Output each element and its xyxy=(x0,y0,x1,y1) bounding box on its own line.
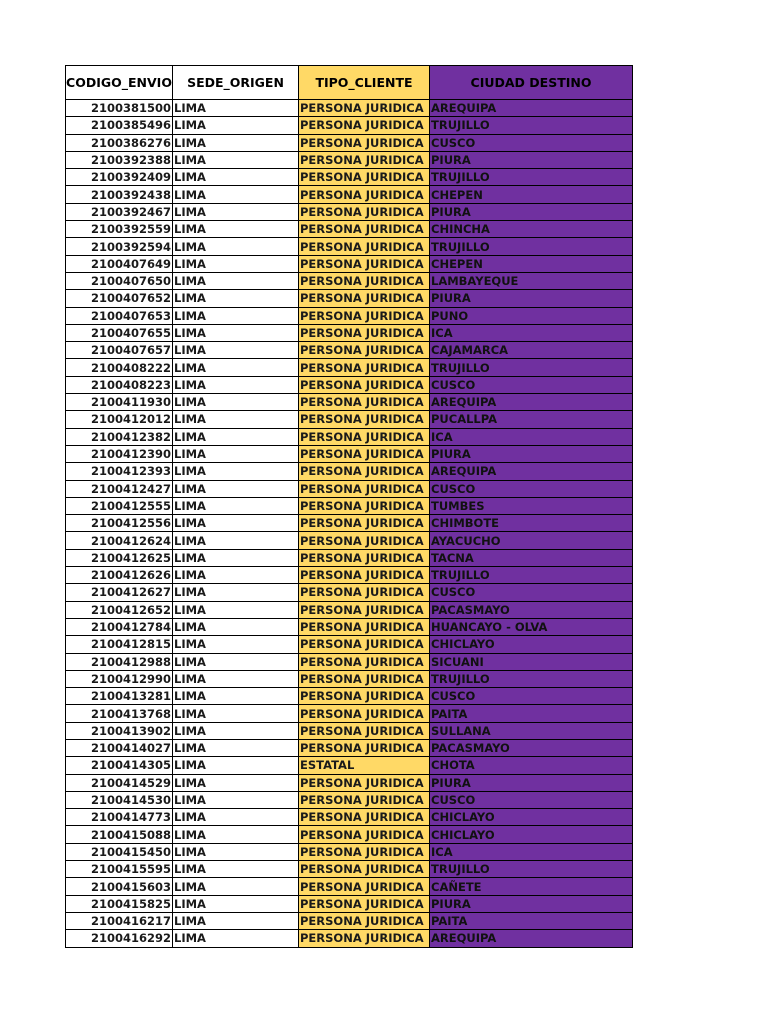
cell-ciudad-destino: PIURA xyxy=(430,774,633,791)
cell-sede-origen: LIMA xyxy=(173,497,299,514)
cell-sede-origen: LIMA xyxy=(173,567,299,584)
cell-tipo-cliente: PERSONA JURIDICA xyxy=(299,618,430,635)
cell-sede-origen: LIMA xyxy=(173,549,299,566)
cell-codigo-envio: 2100414529 xyxy=(66,774,173,791)
table-row xyxy=(66,636,633,653)
cell-ciudad-destino: AYACUCHO xyxy=(430,532,633,549)
table-row xyxy=(66,238,633,255)
cell-codigo-envio: 2100407655 xyxy=(66,324,173,341)
cell-codigo-envio: 2100415595 xyxy=(66,861,173,878)
cell-tipo-cliente: PERSONA JURIDICA xyxy=(299,117,430,134)
cell-ciudad-destino: PAITA xyxy=(430,705,633,722)
cell-ciudad-destino: CHICLAYO xyxy=(430,636,633,653)
cell-tipo-cliente: PERSONA JURIDICA xyxy=(299,826,430,843)
cell-codigo-envio: 2100412427 xyxy=(66,480,173,497)
cell-ciudad-destino: PACASMAYO xyxy=(430,739,633,756)
cell-tipo-cliente: PERSONA JURIDICA xyxy=(299,134,430,151)
cell-codigo-envio: 2100412555 xyxy=(66,497,173,514)
table-row xyxy=(66,151,633,168)
cell-tipo-cliente: PERSONA JURIDICA xyxy=(299,463,430,480)
cell-codigo-envio: 2100413768 xyxy=(66,705,173,722)
cell-codigo-envio: 2100392388 xyxy=(66,151,173,168)
cell-ciudad-destino: CUSCO xyxy=(430,480,633,497)
table-row xyxy=(66,791,633,808)
cell-tipo-cliente: PERSONA JURIDICA xyxy=(299,394,430,411)
cell-sede-origen: LIMA xyxy=(173,117,299,134)
cell-sede-origen: LIMA xyxy=(173,861,299,878)
cell-ciudad-destino: TRUJILLO xyxy=(430,567,633,584)
table-row xyxy=(66,100,633,117)
cell-ciudad-destino: LAMBAYEQUE xyxy=(430,272,633,289)
cell-codigo-envio: 2100414530 xyxy=(66,791,173,808)
table-row xyxy=(66,376,633,393)
cell-sede-origen: LIMA xyxy=(173,930,299,947)
cell-sede-origen: LIMA xyxy=(173,809,299,826)
cell-ciudad-destino: PUCALLPA xyxy=(430,411,633,428)
cell-tipo-cliente: PERSONA JURIDICA xyxy=(299,895,430,912)
cell-sede-origen: LIMA xyxy=(173,722,299,739)
cell-ciudad-destino: CUSCO xyxy=(430,791,633,808)
cell-tipo-cliente: PERSONA JURIDICA xyxy=(299,359,430,376)
cell-tipo-cliente: PERSONA JURIDICA xyxy=(299,428,430,445)
table-row xyxy=(66,117,633,134)
cell-tipo-cliente: PERSONA JURIDICA xyxy=(299,342,430,359)
cell-ciudad-destino: CUSCO xyxy=(430,134,633,151)
cell-sede-origen: LIMA xyxy=(173,221,299,238)
cell-sede-origen: LIMA xyxy=(173,688,299,705)
cell-tipo-cliente: PERSONA JURIDICA xyxy=(299,861,430,878)
shipments-table xyxy=(65,65,633,948)
cell-codigo-envio: 2100412624 xyxy=(66,532,173,549)
table-body xyxy=(66,100,633,948)
cell-sede-origen: LIMA xyxy=(173,238,299,255)
cell-codigo-envio: 2100412652 xyxy=(66,601,173,618)
cell-ciudad-destino: SULLANA xyxy=(430,722,633,739)
cell-codigo-envio: 2100412990 xyxy=(66,670,173,687)
cell-sede-origen: LIMA xyxy=(173,636,299,653)
cell-sede-origen: LIMA xyxy=(173,151,299,168)
table-row xyxy=(66,618,633,635)
table-row xyxy=(66,272,633,289)
cell-tipo-cliente: PERSONA JURIDICA xyxy=(299,809,430,826)
cell-sede-origen: LIMA xyxy=(173,670,299,687)
cell-sede-origen: LIMA xyxy=(173,532,299,549)
cell-ciudad-destino: PIURA xyxy=(430,151,633,168)
cell-ciudad-destino: ICA xyxy=(430,324,633,341)
cell-ciudad-destino: CHINCHA xyxy=(430,221,633,238)
cell-tipo-cliente: PERSONA JURIDICA xyxy=(299,653,430,670)
table-row xyxy=(66,307,633,324)
cell-ciudad-destino: ICA xyxy=(430,843,633,860)
cell-ciudad-destino: CUSCO xyxy=(430,376,633,393)
cell-tipo-cliente: PERSONA JURIDICA xyxy=(299,203,430,220)
cell-sede-origen: LIMA xyxy=(173,307,299,324)
cell-codigo-envio: 2100412390 xyxy=(66,445,173,462)
cell-codigo-envio: 2100407649 xyxy=(66,255,173,272)
cell-tipo-cliente: PERSONA JURIDICA xyxy=(299,601,430,618)
cell-ciudad-destino: PIURA xyxy=(430,445,633,462)
cell-sede-origen: LIMA xyxy=(173,826,299,843)
cell-codigo-envio: 2100415088 xyxy=(66,826,173,843)
cell-sede-origen: LIMA xyxy=(173,515,299,532)
cell-tipo-cliente: PERSONA JURIDICA xyxy=(299,843,430,860)
header-sede-origen: SEDE_ORIGEN xyxy=(173,66,299,100)
cell-sede-origen: LIMA xyxy=(173,584,299,601)
cell-codigo-envio: 2100392409 xyxy=(66,169,173,186)
cell-codigo-envio: 2100408223 xyxy=(66,376,173,393)
cell-ciudad-destino: AREQUIPA xyxy=(430,463,633,480)
cell-tipo-cliente: PERSONA JURIDICA xyxy=(299,532,430,549)
cell-sede-origen: LIMA xyxy=(173,601,299,618)
table-header xyxy=(66,66,633,100)
cell-tipo-cliente: PERSONA JURIDICA xyxy=(299,324,430,341)
cell-tipo-cliente: PERSONA JURIDICA xyxy=(299,739,430,756)
table-row xyxy=(66,134,633,151)
cell-sede-origen: LIMA xyxy=(173,757,299,774)
cell-ciudad-destino: TRUJILLO xyxy=(430,861,633,878)
table-row xyxy=(66,809,633,826)
cell-ciudad-destino: CHICLAYO xyxy=(430,809,633,826)
cell-codigo-envio: 2100407650 xyxy=(66,272,173,289)
cell-sede-origen: LIMA xyxy=(173,394,299,411)
cell-tipo-cliente: PERSONA JURIDICA xyxy=(299,255,430,272)
table-row xyxy=(66,878,633,895)
cell-sede-origen: LIMA xyxy=(173,463,299,480)
table-row xyxy=(66,757,633,774)
cell-codigo-envio: 2100412815 xyxy=(66,636,173,653)
cell-tipo-cliente: PERSONA JURIDICA xyxy=(299,411,430,428)
table-row xyxy=(66,359,633,376)
cell-ciudad-destino: TRUJILLO xyxy=(430,670,633,687)
cell-codigo-envio: 2100381500 xyxy=(66,100,173,117)
cell-codigo-envio: 2100392594 xyxy=(66,238,173,255)
cell-sede-origen: LIMA xyxy=(173,428,299,445)
cell-sede-origen: LIMA xyxy=(173,895,299,912)
table-row xyxy=(66,861,633,878)
cell-tipo-cliente: PERSONA JURIDICA xyxy=(299,238,430,255)
cell-tipo-cliente: PERSONA JURIDICA xyxy=(299,221,430,238)
table-row xyxy=(66,480,633,497)
cell-sede-origen: LIMA xyxy=(173,100,299,117)
cell-tipo-cliente: PERSONA JURIDICA xyxy=(299,497,430,514)
cell-ciudad-destino: CHIMBOTE xyxy=(430,515,633,532)
cell-codigo-envio: 2100415603 xyxy=(66,878,173,895)
table-row xyxy=(66,739,633,756)
cell-sede-origen: LIMA xyxy=(173,376,299,393)
cell-codigo-envio: 2100385496 xyxy=(66,117,173,134)
cell-ciudad-destino: AREQUIPA xyxy=(430,930,633,947)
cell-sede-origen: LIMA xyxy=(173,445,299,462)
cell-ciudad-destino: ICA xyxy=(430,428,633,445)
cell-ciudad-destino: TRUJILLO xyxy=(430,238,633,255)
cell-codigo-envio: 2100416217 xyxy=(66,912,173,929)
cell-codigo-envio: 2100412556 xyxy=(66,515,173,532)
table-row xyxy=(66,290,633,307)
cell-sede-origen: LIMA xyxy=(173,134,299,151)
cell-ciudad-destino: TRUJILLO xyxy=(430,117,633,134)
cell-sede-origen: LIMA xyxy=(173,186,299,203)
cell-tipo-cliente: PERSONA JURIDICA xyxy=(299,445,430,462)
table-row xyxy=(66,255,633,272)
table-row xyxy=(66,169,633,186)
cell-codigo-envio: 2100412988 xyxy=(66,653,173,670)
cell-codigo-envio: 2100414773 xyxy=(66,809,173,826)
table-row xyxy=(66,342,633,359)
cell-ciudad-destino: PAITA xyxy=(430,912,633,929)
cell-codigo-envio: 2100412382 xyxy=(66,428,173,445)
table-row xyxy=(66,497,633,514)
table-row xyxy=(66,186,633,203)
cell-tipo-cliente: PERSONA JURIDICA xyxy=(299,515,430,532)
cell-sede-origen: LIMA xyxy=(173,411,299,428)
cell-sede-origen: LIMA xyxy=(173,912,299,929)
cell-codigo-envio: 2100412393 xyxy=(66,463,173,480)
cell-sede-origen: LIMA xyxy=(173,739,299,756)
cell-codigo-envio: 2100412784 xyxy=(66,618,173,635)
cell-tipo-cliente: PERSONA JURIDICA xyxy=(299,169,430,186)
cell-tipo-cliente: PERSONA JURIDICA xyxy=(299,636,430,653)
cell-ciudad-destino: CHOTA xyxy=(430,757,633,774)
cell-sede-origen: LIMA xyxy=(173,255,299,272)
cell-ciudad-destino: TRUJILLO xyxy=(430,169,633,186)
cell-ciudad-destino: HUANCAYO - OLVA xyxy=(430,618,633,635)
cell-sede-origen: LIMA xyxy=(173,359,299,376)
cell-codigo-envio: 2100412625 xyxy=(66,549,173,566)
cell-ciudad-destino: CHICLAYO xyxy=(430,826,633,843)
cell-tipo-cliente: PERSONA JURIDICA xyxy=(299,791,430,808)
cell-codigo-envio: 2100413902 xyxy=(66,722,173,739)
cell-codigo-envio: 2100415450 xyxy=(66,843,173,860)
table-row xyxy=(66,705,633,722)
cell-ciudad-destino: PIURA xyxy=(430,895,633,912)
cell-codigo-envio: 2100414027 xyxy=(66,739,173,756)
cell-sede-origen: LIMA xyxy=(173,878,299,895)
cell-sede-origen: LIMA xyxy=(173,272,299,289)
cell-sede-origen: LIMA xyxy=(173,774,299,791)
cell-tipo-cliente: PERSONA JURIDICA xyxy=(299,722,430,739)
cell-sede-origen: LIMA xyxy=(173,480,299,497)
cell-tipo-cliente: PERSONA JURIDICA xyxy=(299,549,430,566)
header-codigo-envio: CODIGO_ENVIO xyxy=(66,66,173,100)
cell-tipo-cliente: PERSONA JURIDICA xyxy=(299,307,430,324)
table-row xyxy=(66,601,633,618)
cell-ciudad-destino: TUMBES xyxy=(430,497,633,514)
table-row xyxy=(66,653,633,670)
cell-ciudad-destino: TRUJILLO xyxy=(430,359,633,376)
cell-ciudad-destino: PIURA xyxy=(430,203,633,220)
cell-tipo-cliente: PERSONA JURIDICA xyxy=(299,100,430,117)
table-row xyxy=(66,532,633,549)
cell-codigo-envio: 2100408222 xyxy=(66,359,173,376)
table-row xyxy=(66,826,633,843)
cell-sede-origen: LIMA xyxy=(173,342,299,359)
cell-tipo-cliente: PERSONA JURIDICA xyxy=(299,912,430,929)
table-row xyxy=(66,774,633,791)
table-row xyxy=(66,221,633,238)
table-row xyxy=(66,549,633,566)
cell-tipo-cliente: PERSONA JURIDICA xyxy=(299,774,430,791)
cell-codigo-envio: 2100392467 xyxy=(66,203,173,220)
cell-ciudad-destino: PIURA xyxy=(430,290,633,307)
cell-ciudad-destino: CAÑETE xyxy=(430,878,633,895)
cell-tipo-cliente: PERSONA JURIDICA xyxy=(299,376,430,393)
cell-sede-origen: LIMA xyxy=(173,653,299,670)
cell-sede-origen: LIMA xyxy=(173,290,299,307)
cell-tipo-cliente: PERSONA JURIDICA xyxy=(299,290,430,307)
cell-sede-origen: LIMA xyxy=(173,169,299,186)
cell-codigo-envio: 2100412627 xyxy=(66,584,173,601)
cell-ciudad-destino: CUSCO xyxy=(430,584,633,601)
cell-tipo-cliente: PERSONA JURIDICA xyxy=(299,186,430,203)
table-row xyxy=(66,203,633,220)
cell-ciudad-destino: CAJAMARCA xyxy=(430,342,633,359)
header-ciudad-destino: CIUDAD DESTINO xyxy=(430,66,633,100)
cell-codigo-envio: 2100392438 xyxy=(66,186,173,203)
cell-tipo-cliente: PERSONA JURIDICA xyxy=(299,705,430,722)
cell-codigo-envio: 2100415825 xyxy=(66,895,173,912)
table-row xyxy=(66,411,633,428)
cell-codigo-envio: 2100411930 xyxy=(66,394,173,411)
cell-ciudad-destino: PUNO xyxy=(430,307,633,324)
header-tipo-cliente: TIPO_CLIENTE xyxy=(299,66,430,100)
table-row xyxy=(66,670,633,687)
table-row xyxy=(66,843,633,860)
cell-tipo-cliente: PERSONA JURIDICA xyxy=(299,151,430,168)
cell-codigo-envio: 2100414305 xyxy=(66,757,173,774)
cell-codigo-envio: 2100412012 xyxy=(66,411,173,428)
cell-codigo-envio: 2100416292 xyxy=(66,930,173,947)
table-row xyxy=(66,567,633,584)
table-row xyxy=(66,324,633,341)
cell-ciudad-destino: SICUANI xyxy=(430,653,633,670)
table-row xyxy=(66,394,633,411)
cell-ciudad-destino: CHEPEN xyxy=(430,186,633,203)
cell-sede-origen: LIMA xyxy=(173,618,299,635)
table-row xyxy=(66,688,633,705)
cell-tipo-cliente: PERSONA JURIDICA xyxy=(299,272,430,289)
cell-tipo-cliente: PERSONA JURIDICA xyxy=(299,670,430,687)
cell-sede-origen: LIMA xyxy=(173,705,299,722)
cell-sede-origen: LIMA xyxy=(173,324,299,341)
cell-ciudad-destino: AREQUIPA xyxy=(430,394,633,411)
cell-tipo-cliente: PERSONA JURIDICA xyxy=(299,480,430,497)
cell-codigo-envio: 2100412626 xyxy=(66,567,173,584)
cell-ciudad-destino: PACASMAYO xyxy=(430,601,633,618)
table-row xyxy=(66,722,633,739)
cell-ciudad-destino: AREQUIPA xyxy=(430,100,633,117)
table-row xyxy=(66,515,633,532)
cell-tipo-cliente: PERSONA JURIDICA xyxy=(299,688,430,705)
cell-sede-origen: LIMA xyxy=(173,791,299,808)
cell-tipo-cliente: ESTATAL xyxy=(299,757,430,774)
table-row xyxy=(66,912,633,929)
table-row xyxy=(66,428,633,445)
cell-codigo-envio: 2100386276 xyxy=(66,134,173,151)
cell-codigo-envio: 2100392559 xyxy=(66,221,173,238)
cell-codigo-envio: 2100407652 xyxy=(66,290,173,307)
cell-ciudad-destino: CHEPEN xyxy=(430,255,633,272)
cell-sede-origen: LIMA xyxy=(173,203,299,220)
cell-tipo-cliente: PERSONA JURIDICA xyxy=(299,567,430,584)
cell-tipo-cliente: PERSONA JURIDICA xyxy=(299,930,430,947)
cell-codigo-envio: 2100407653 xyxy=(66,307,173,324)
cell-ciudad-destino: CUSCO xyxy=(430,688,633,705)
table-row xyxy=(66,930,633,947)
table-row xyxy=(66,463,633,480)
cell-codigo-envio: 2100413281 xyxy=(66,688,173,705)
cell-tipo-cliente: PERSONA JURIDICA xyxy=(299,878,430,895)
header-row xyxy=(66,66,633,100)
table-row xyxy=(66,895,633,912)
cell-tipo-cliente: PERSONA JURIDICA xyxy=(299,584,430,601)
cell-codigo-envio: 2100407657 xyxy=(66,342,173,359)
cell-ciudad-destino: TACNA xyxy=(430,549,633,566)
table-row xyxy=(66,445,633,462)
cell-sede-origen: LIMA xyxy=(173,843,299,860)
table-row xyxy=(66,584,633,601)
